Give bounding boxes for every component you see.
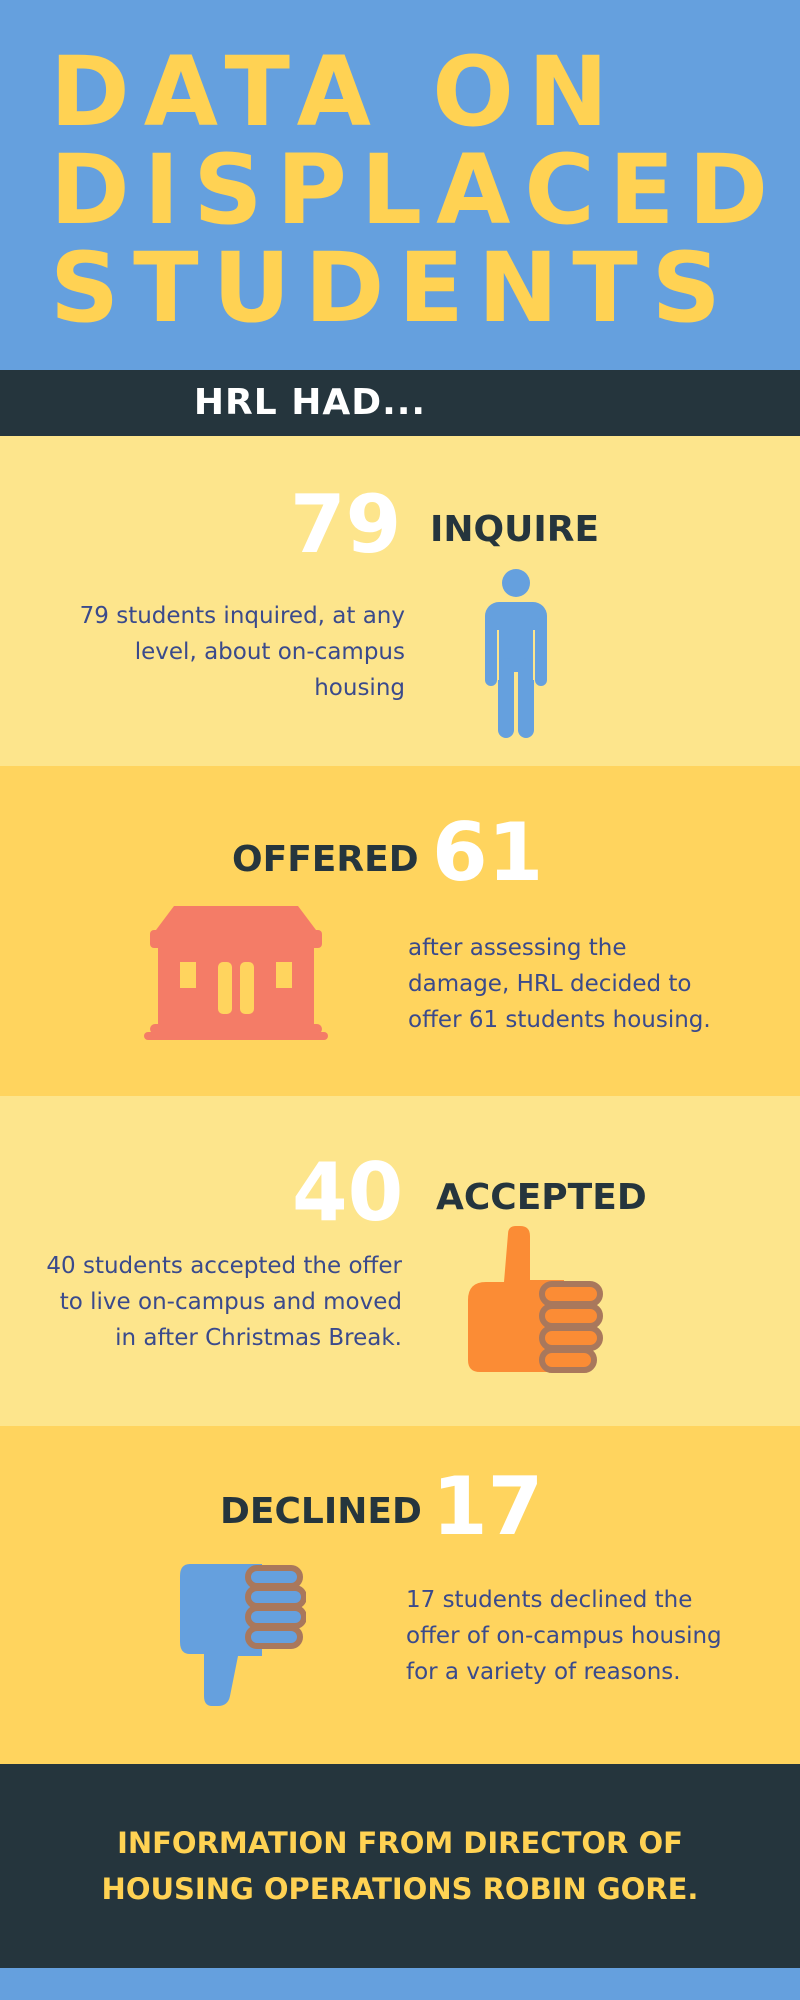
thumbs-up-icon (464, 1226, 604, 1376)
title-line-3: STUDENTS (50, 232, 735, 344)
offered-number: 61 (432, 806, 544, 899)
person-icon (480, 568, 552, 738)
title-line-1: DATA ON (50, 36, 623, 148)
inquire-number: 79 (290, 478, 402, 571)
accepted-number: 40 (292, 1146, 404, 1239)
footer-line-1: INFORMATION FROM DIRECTOR OF (117, 1826, 683, 1860)
subtitle: HRL HAD... (193, 382, 427, 423)
accepted-label: ACCEPTED (436, 1177, 647, 1218)
accepted-description: 40 students accepted the offer to live on-campus and moved in after Christmas Break. (46, 1253, 402, 1351)
declined-label: DECLINED (220, 1491, 422, 1532)
house-icon (144, 906, 328, 1046)
declined-description: 17 students declined the offer of on-campus housing for a variety of reasons. (406, 1587, 722, 1685)
section-offered (0, 766, 800, 1096)
section-inquire (0, 436, 800, 766)
offered-label: OFFERED (232, 839, 419, 880)
section-accepted (0, 1096, 800, 1426)
section-declined (0, 1426, 800, 1764)
inquire-label: INQUIRE (430, 509, 600, 550)
subtitle-band (0, 370, 800, 436)
footer-band (0, 1764, 800, 1968)
declined-number: 17 (432, 1460, 544, 1553)
header (0, 0, 800, 370)
thumbs-down-icon (178, 1564, 306, 1706)
offered-description: after assessing the damage, HRL decided to offer 61 students housing. (408, 935, 711, 1033)
footer-line-2: HOUSING OPERATIONS ROBIN GORE. (101, 1872, 699, 1906)
title-line-2: DISPLACED (50, 134, 783, 246)
inquire-description: 79 students inquired, at any level, about on-campus housing (79, 603, 405, 701)
